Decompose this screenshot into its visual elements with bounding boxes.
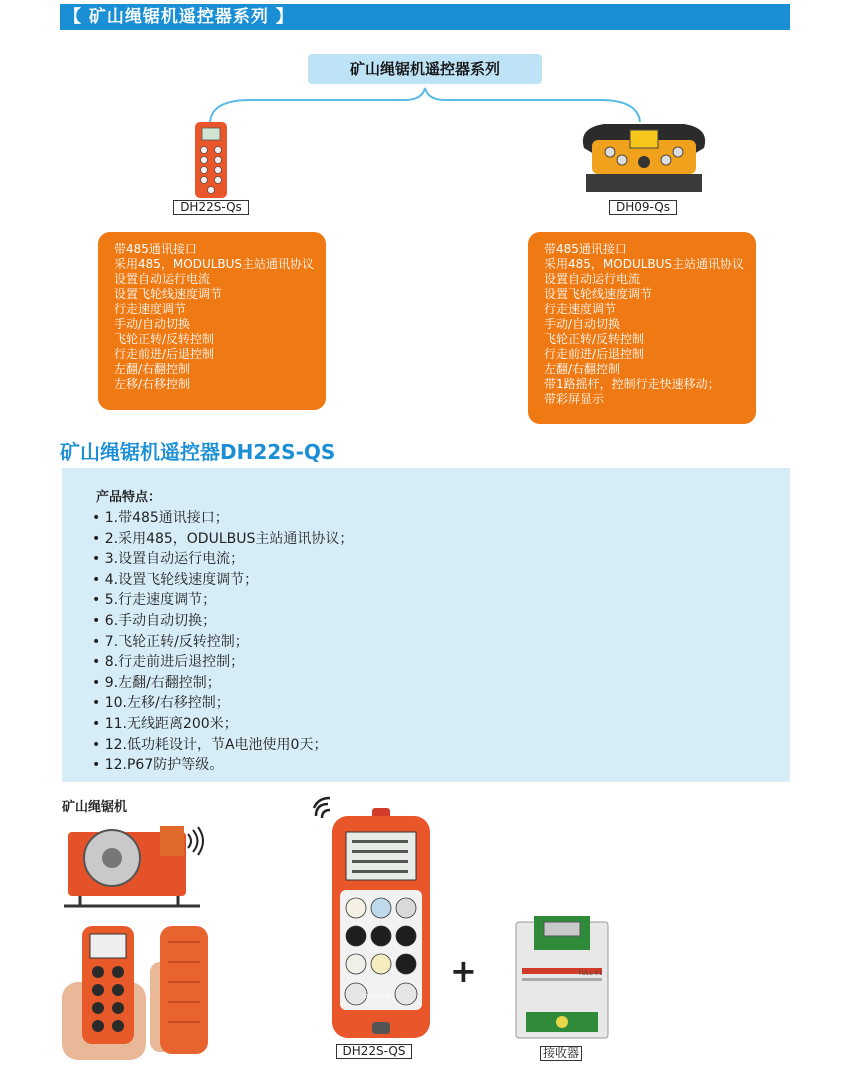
remote-in-hand-image [62,922,146,1060]
feature-item: 左移/右移控制 [114,377,191,391]
spec-item: • 5.行走速度调节； [92,592,217,609]
signal-waves-icon [184,826,206,856]
feature-item: 行走速度调节 [114,302,187,316]
remote-brand-label: DH22S-QS [364,994,391,1000]
series-title: 矿山绳锯机遥控器系列 [308,54,542,84]
feature-item: 飞轮正转/反转控制 [114,332,215,346]
feature-item: 带彩屏显示 [544,392,605,406]
receiver-image [512,916,612,1040]
feature-item: 左翻/右翻控制 [114,362,191,376]
section-title: 矿山绳锯机遥控器DH22S-QS [60,440,336,464]
feature-item: 左翻/右翻控制 [544,362,621,376]
receiver-brand-label: TULL-01 [578,970,603,977]
model-label-dh09: DH09-Qs [609,200,677,215]
spec-panel [62,468,790,782]
feature-item: 带485通讯接口 [114,242,197,256]
spec-item: • 12.P67防护等级。 [92,757,224,774]
feature-item: 手动/自动切换 [114,317,191,331]
feature-item: 设置飞轮线速度调节 [544,287,653,301]
plus-sign: + [450,952,477,990]
feature-item: 行走速度调节 [544,302,617,316]
spec-item: • 10.左移/右移控制； [92,695,230,712]
spec-item: • 7.飞轮正转/反转控制； [92,633,249,650]
spec-list [92,508,353,776]
spec-item: • 11.无线距离200米； [92,715,238,732]
feature-item: 设置飞轮线速度调节 [114,287,223,301]
spec-item: • 1.带485通讯接口； [92,510,229,526]
feature-item: 设置自动运行电流 [544,272,641,286]
remote-dh22s-image [193,118,229,200]
remote-dh22s-qs-image [328,808,434,1040]
feature-item: 行走前进/后退控制 [114,347,215,361]
header-title: 【 矿山绳锯机遥控器系列 】 [60,4,790,30]
spec-item: • 6.手动自动切换； [92,612,217,629]
feature-item: 行走前进/后退控制 [544,347,645,361]
spec-item: • 9.左翻/右翻控制； [92,674,221,691]
remote-back-image [150,922,214,1058]
feature-item: 设置自动运行电流 [114,272,211,286]
spec-item: • 12.低功耗设计，节A电池使用0天； [92,736,328,753]
receiver-label: 接收器 [540,1046,582,1061]
feature-item: 带485通讯接口 [544,242,627,256]
spec-item: • 4.设置飞轮线速度调节； [92,571,259,588]
model-label-dh22s-qs: DH22S-QS [336,1044,412,1059]
model-label-dh22s: DH22S-Qs [173,200,249,215]
spec-item: • 3.设置自动运行电流； [92,551,245,568]
remote-dh09-image [574,118,714,194]
spec-heading: 产品特点： [96,490,162,505]
spec-item: • 8.行走前进后退控制； [92,654,245,671]
feature-box-dh22s [98,232,326,410]
feature-item: 采用485，MODULBUS主站通讯协议 [544,257,745,271]
feature-item: 采用485，MODULBUS主站通讯协议 [114,257,315,271]
machine-label: 矿山绳锯机 [62,800,128,815]
feature-item: 飞轮正转/反转控制 [544,332,645,346]
feature-box-dh09 [528,232,756,424]
spec-item: • 2.采用485，ODULBUS主站通讯协议； [92,530,354,547]
feature-item: 手动/自动切换 [544,317,621,331]
feature-item: 带1路摇杆，控制行走快速移动； [544,377,720,391]
